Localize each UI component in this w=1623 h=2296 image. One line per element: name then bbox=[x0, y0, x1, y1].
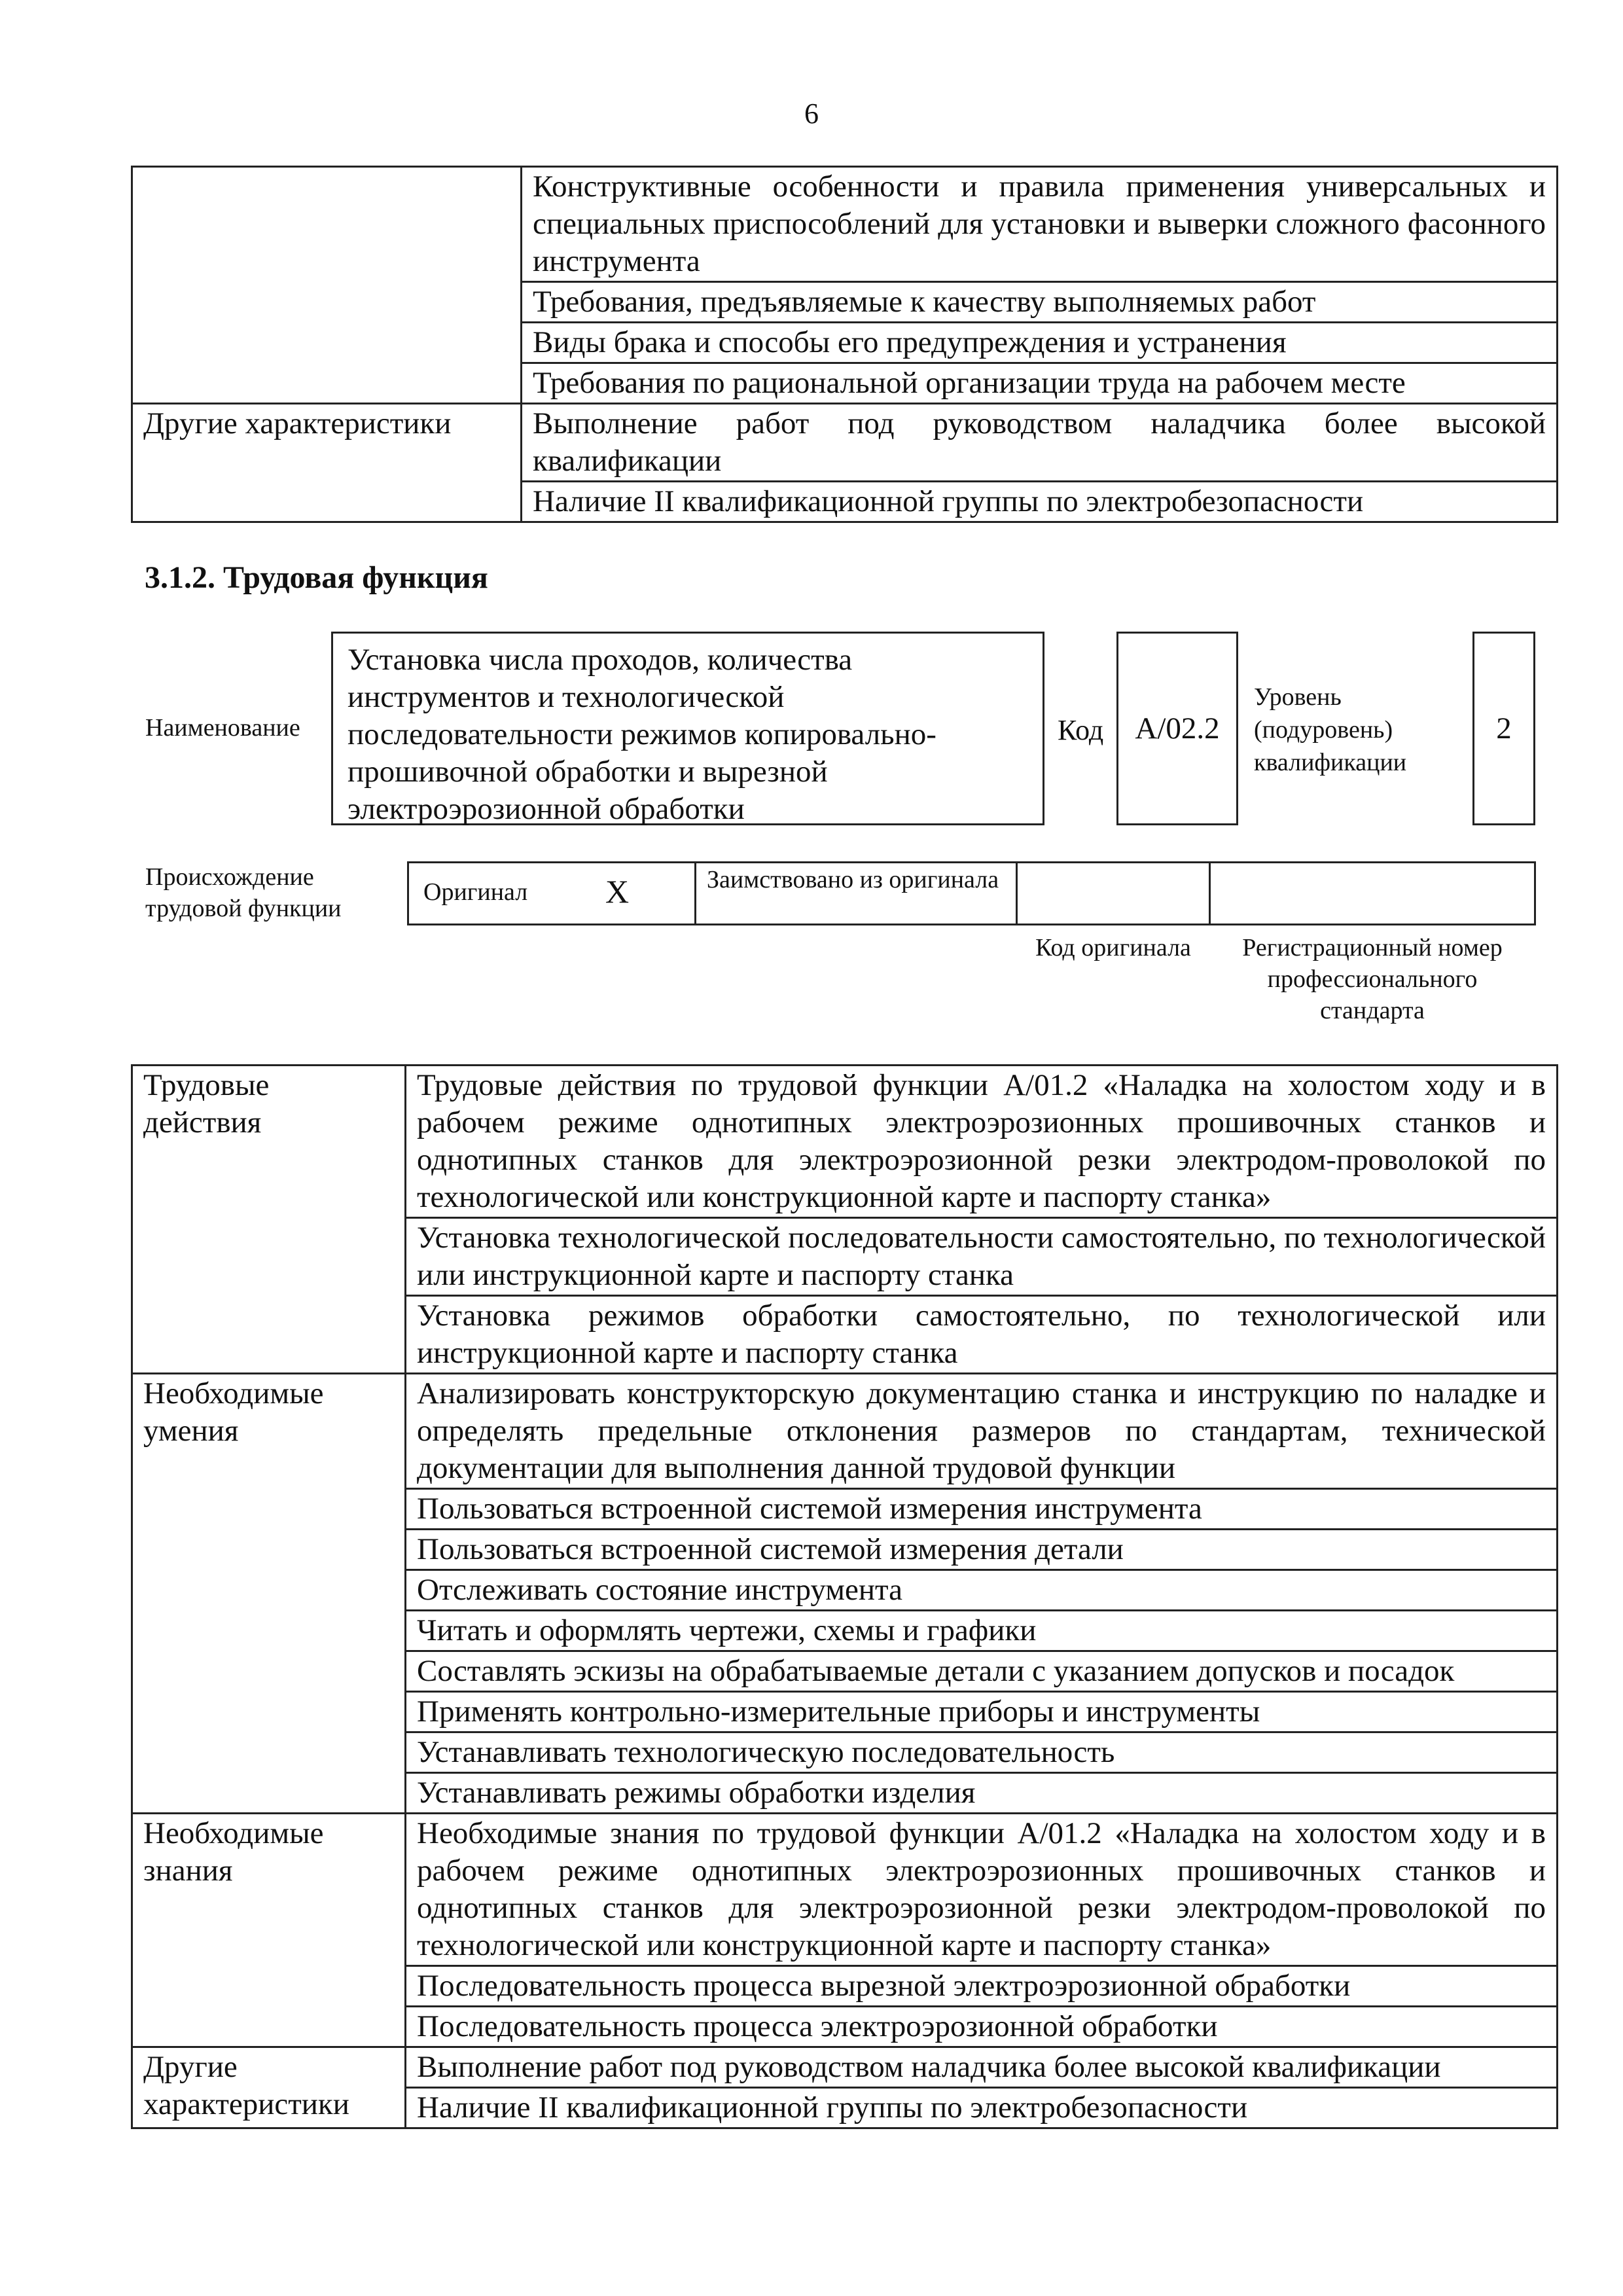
level-label: Уровень (подуровень) квалификации bbox=[1254, 683, 1407, 776]
table-cell: Пользоваться встроенной системой измерения инструмента bbox=[406, 1489, 1558, 1530]
page-number: 6 bbox=[804, 98, 819, 130]
row-label-required-skills: Необходимые умения bbox=[132, 1374, 406, 1814]
table-cell: Последовательность процесса вырезной электроэрозионной обработки bbox=[406, 1966, 1558, 2007]
row-label-empty bbox=[132, 167, 522, 404]
borrowed-label: Заимствовано из оригинала bbox=[707, 866, 999, 893]
table-cell: Отслеживать состояние инструмента bbox=[406, 1570, 1558, 1611]
table-cell: Требования, предъявляемые к качеству выполняемых работ bbox=[522, 282, 1558, 323]
level-box bbox=[1472, 632, 1535, 825]
table-cell: Установка технологической последовательности самостоятельно, по технологической или инструкционной карте и паспорту станка bbox=[406, 1218, 1558, 1296]
table-cell: Анализировать конструкторскую документацию станка и инструкцию по наладке и определять предельные отклонения размеров по стандартам, технической документации для выполнения данной трудовой функции bbox=[406, 1374, 1558, 1489]
table-cell: Трудовые действия по трудовой функции A/01.2 «Наладка на холостом ходу и в рабочем режиме однотипных электроэрозионных прошивочных станков и однотипных станков для электроэрозионной резки электродом-проволокой по технологической или конструкционной карте и паспорту станка» bbox=[406, 1066, 1558, 1218]
table-cell: Составлять эскизы на обрабатываемые детали с указанием допусков и посадок bbox=[406, 1651, 1558, 1692]
row-label-required-knowledge: Необходимые знания bbox=[132, 1814, 406, 2047]
row-label-other-characteristics: Другие характеристики bbox=[132, 404, 522, 522]
row-label-labor-actions: Трудовые действия bbox=[132, 1066, 406, 1374]
name-label: Наименование bbox=[145, 714, 300, 742]
top-requirements-table bbox=[131, 166, 1558, 523]
reg-number-label: Регистрационный номер профессионального стандарта bbox=[1242, 934, 1503, 1024]
function-name-text: Установка числа проходов, количества инструментов и технологической последовательности режимов копировально-прошивочной обработки и вырезной электроэрозионной обработки bbox=[348, 643, 936, 826]
original-mark: X bbox=[605, 873, 630, 910]
table-cell: Устанавливать режимы обработки изделия bbox=[406, 1773, 1558, 1814]
table-cell: Устанавливать технологическую последовательность bbox=[406, 1732, 1558, 1773]
code-value: A/02.2 bbox=[1135, 711, 1220, 745]
code-label: Код bbox=[1058, 714, 1104, 746]
borrowed-box bbox=[694, 861, 1018, 925]
table-cell: Наличие II квалификационной группы по электробезопасности bbox=[522, 482, 1558, 522]
origin-label: Происхождение трудовой функции bbox=[145, 863, 342, 922]
reg-number-box bbox=[1209, 861, 1536, 925]
table-cell: Выполнение работ под руководством наладчика более высокой квалификации bbox=[522, 404, 1558, 482]
table-cell: Последовательность процесса электроэрозионной обработки bbox=[406, 2007, 1558, 2047]
labor-function-table bbox=[131, 1064, 1558, 2129]
original-label: Оригинал bbox=[423, 878, 528, 906]
code-box bbox=[1116, 632, 1238, 825]
table-cell: Выполнение работ под руководством наладчика более высокой квалификации bbox=[406, 2047, 1558, 2088]
code-original-label: Код оригинала bbox=[1035, 934, 1191, 961]
table-cell: Применять контрольно-измерительные приборы и инструменты bbox=[406, 1692, 1558, 1732]
table-cell: Пользоваться встроенной системой измерения детали bbox=[406, 1530, 1558, 1570]
table-cell: Конструктивные особенности и правила применения универсальных и специальных приспособлений для установки и выверки сложного фасонного инструмента bbox=[522, 167, 1558, 282]
table-cell: Необходимые знания по трудовой функции A/01.2 «Наладка на холостом ходу и в рабочем режиме однотипных электроэрозионных прошивочных станков и однотипных станков для электроэрозионной резки электродом-проволокой по технологической или конструкционной карте и паспорту станка» bbox=[406, 1814, 1558, 1966]
code-original-box bbox=[1016, 861, 1211, 925]
table-cell: Требования по рациональной организации труда на рабочем месте bbox=[522, 363, 1558, 404]
original-box bbox=[407, 861, 696, 925]
table-cell: Читать и оформлять чертежи, схемы и графики bbox=[406, 1611, 1558, 1651]
row-label-other-characteristics: Другие характеристики bbox=[132, 2047, 406, 2128]
section-title: 3.1.2. Трудовая функция bbox=[145, 560, 488, 595]
table-cell: Установка режимов обработки самостоятельно, по технологической или инструкционной карте и паспорту станка bbox=[406, 1296, 1558, 1374]
function-name-box bbox=[331, 632, 1044, 825]
level-value: 2 bbox=[1496, 711, 1512, 745]
table-cell: Наличие II квалификационной группы по электробезопасности bbox=[406, 2088, 1558, 2128]
table-cell: Виды брака и способы его предупреждения и устранения bbox=[522, 323, 1558, 363]
